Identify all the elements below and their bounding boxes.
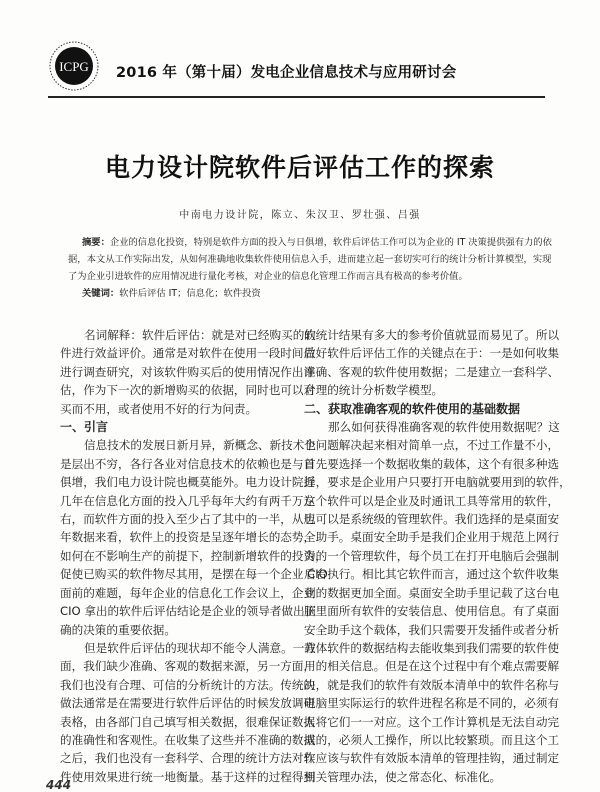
text-line: 估，作为下一次的新增购买的依据，同时也可以对 — [60, 383, 316, 398]
section-heading — [304, 400, 556, 418]
paragraph — [60, 639, 316, 786]
text-line: 脑里面所有软件的安装信息、使用信息。有了桌面 — [304, 604, 560, 619]
text-line: 电脑里实际运行的软件进程名称是不同的，必须有 — [304, 696, 560, 711]
abstract-text: 企业的信息化投资，特别是软件方面的投入与日俱增，软件后评估工作可以为企业的 IT 决策提供强有力的依 — [109, 237, 552, 248]
text-line: 面，我们缺少准确、客观的数据来源，另一方面， — [60, 659, 316, 674]
text-line: 全助手。桌面安全助手是我们企业用于规范上网行 — [304, 530, 560, 545]
left-column — [60, 326, 328, 786]
text-line: 确的决策的重要依据。 — [60, 622, 176, 637]
text-line: 几年在信息化方面的投入几乎每年大约有两千万左 — [60, 493, 316, 508]
text-line: 准确、客观的软件使用数据；二是建立一套科学、 — [304, 364, 560, 379]
paragraph — [60, 436, 328, 638]
keywords-label: 关键词： — [82, 288, 120, 299]
text-line: 的统计结果有多大的参考价值就显而易见了。所以 — [304, 328, 560, 342]
text-line: 但是软件后评估的现状却不能令人满意。一方 — [84, 640, 316, 655]
section-heading — [60, 418, 298, 436]
text-line: 表格，由各部门自己填写相关数据，很难保证数据 — [60, 714, 316, 729]
text-line: 促使已购买的软件物尽其用，是摆在每一个企业 CIO — [60, 567, 328, 582]
text-line: 年数据来看，软件上的投资是呈逐年增长的态势， — [60, 530, 316, 545]
conference-logo — [46, 40, 104, 92]
paragraph — [60, 326, 316, 418]
text-line: 做法通常是在需要进行软件后评估的时候发放调研 — [60, 696, 316, 711]
text-line: 择，要求是企业用户只要打开电脑就要用到的软件， — [304, 475, 571, 490]
text-line: 合理的统计分析数学模型。 — [304, 383, 444, 398]
text-line: 用的相关信息。但是在这个过程中有个难点需要解 — [304, 659, 560, 674]
text-line: 俱增，我们电力设计院也概莫能外。电力设计院近 — [60, 475, 316, 490]
conference-name: 2016 年（第十届）发电企业信息技术与应用研讨会 — [116, 65, 457, 81]
abstract-line — [68, 234, 552, 251]
text-line: 进行调查研究，对该软件购买后的使用情况作出评 — [60, 364, 316, 379]
text-line: 载体软件的数据结构去能收集到我们需要的软件使 — [304, 640, 560, 655]
header-divider — [48, 96, 545, 98]
paragraph — [304, 418, 571, 786]
keywords-text: 软件后评估 IT；信息化；软件投资 — [119, 288, 261, 299]
text-line: 成的，必须人工操作，所以比较繁琐。而且这个工 — [304, 732, 560, 747]
text-line: 信息技术的发展日新月异，新概念、新技术也 — [84, 438, 316, 453]
text-line: 如何在不影响生产的前提下，控制新增软件的投资， — [60, 548, 327, 563]
text-line: 那么如何获得准确客观的软件使用数据呢？这 — [328, 420, 560, 435]
logo-text: ICPG — [59, 59, 89, 74]
text-line: 决，就是我们的软件有效版本清单中的软件名称与 — [304, 677, 560, 692]
text-line: 买而不用，或者使用不好的行为问责。 — [60, 401, 258, 416]
text-line: 安全助手这个载体，我们只需要开发插件或者分析 — [304, 622, 560, 637]
paper-authors: 中南电力设计院，陈立、朱汉卫、罗壮强、吕强 — [179, 210, 421, 221]
paragraph — [304, 326, 560, 400]
text-line: 做好软件后评估工作的关键点在于：一是如何收集 — [304, 346, 560, 361]
abstract-line: 了为企业引进软件的应用情况进行量化考核，对企业的信息化管理工作而言具有极高的参考价值。 — [68, 271, 468, 282]
text-line: 面前的难题，每年企业的信息化工作会议上，企业 — [60, 585, 316, 600]
text-line: 之后，我们也没有一套科学、合理的统计方法对软 — [60, 751, 316, 766]
text-line: 件使用效果进行统一地衡量。基于这样的过程得到 — [60, 769, 316, 784]
heading-text: 二、获取准确客观的软件使用的基础数据 — [304, 401, 521, 416]
text-line: 人将它们一一对应。这个工作计算机是无法自动完 — [304, 714, 560, 729]
page-number: 444 — [46, 778, 72, 792]
text-line: 个问题解决起来相对简单一点，不过工作量不小， — [304, 438, 560, 453]
abstract-label: 摘要： — [82, 237, 110, 248]
text-line: 作应该与软件有效版本清单的管理挂钩，通过制定 — [304, 751, 560, 766]
keywords — [68, 285, 540, 302]
text-line: 相关管理办法，使之常态化、标准化。 — [304, 769, 502, 784]
text-line: 我们也没有合理、可信的分析统计的方法。传统的 — [60, 677, 316, 692]
text-line: 这个软件可以是企业及时通讯工具等常用的软件， — [304, 493, 560, 508]
text-line: 右，而软件方面的投入至少占了其中的一半，从历 — [60, 512, 316, 527]
text-line: 首先要选择一个数据收集的载体，这个有很多种选 — [304, 456, 560, 471]
text-line: 名词解释：软件后评估：就是对已经购买的软 — [84, 328, 316, 342]
text-line: 后台执行。相比其它软件而言，通过这个软件收集 — [304, 567, 560, 582]
heading-text: 一、引言 — [60, 420, 109, 435]
abstract-line: 据，本文从工作实际出发，从如何准确地收集软件使用信息入手，进而建立起一套切实可行的统计分析计算模型，实现 — [68, 254, 552, 265]
right-column — [304, 326, 571, 786]
text-line: 为的一个管理软件，每个员工在打开电脑后会强制 — [304, 548, 560, 563]
text-line: CIO 拿出的软件后评估结论是企业的领导者做出正 — [60, 604, 317, 619]
text-line: 的准确性和客观性。在收集了这些并不准确的数据 — [60, 732, 316, 747]
text-line: 也可以是系统级的管理软件。我们选择的是桌面安 — [304, 512, 560, 527]
text-line: 件进行效益评价。通常是对软件在使用一段时间后 — [60, 346, 316, 361]
abstract — [68, 234, 552, 302]
text-line: 到的数据更加全面。桌面安全助手里记载了这台电 — [304, 585, 560, 600]
text-line: 是层出不穷，各行各业对信息技术的依赖也是与日 — [60, 456, 316, 471]
paper-title: 电力设计院软件后评估工作的探索 — [104, 153, 495, 182]
